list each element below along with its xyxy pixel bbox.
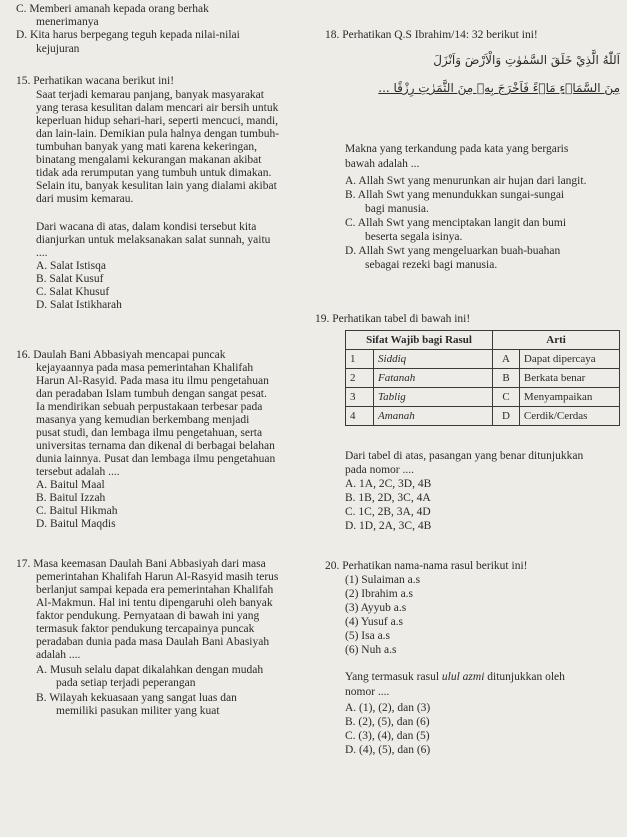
q17-stem-line: berlanjut sampai kepada era pemerintahan Khalifah (36, 584, 274, 596)
q19-prompt-line: Dari tabel di atas, pasangan yang benar ditunjukkan (345, 450, 584, 462)
q18-option-d: D. Allah Swt yang mengeluarkan buah-buahan (345, 245, 561, 257)
row-letter: D (493, 407, 520, 426)
q15-stem-line: dianjurkan untuk melaksanakan salat sunnah, yaitu (36, 234, 271, 246)
table-header-sifat: Sifat Wajib bagi Rasul (346, 331, 493, 350)
row-arti: Cerdik/Cerdas (519, 407, 619, 426)
q19-option-c: C. 1C, 2B, 3A, 4D (345, 506, 431, 518)
q15-stem-line: keperluan hidup sehari-hari, seperti mencuci, mandi, (36, 115, 279, 127)
q16-stem-line: kejayaannya pada masa pemerintahan Khalifah (36, 362, 254, 374)
q14-option-c-cont: menerimanya (36, 16, 99, 28)
q17-stem-line: pemerintahan Khalifah Harun Al-Rasyid masih terus (36, 571, 279, 583)
q18-prompt-line: bawah adalah ... (345, 158, 420, 170)
q16-stem-line: dan peradaban Islam tumbuh dengan sangat pesat. (36, 388, 267, 400)
row-number: 3 (346, 388, 374, 407)
q20-option-d: D. (4), (5), dan (6) (345, 744, 431, 756)
q19-prompt-line: pada nomor .... (345, 464, 414, 476)
q16-stem-line: Harun Al-Rasyid. Pada masa itu ilmu pengetahuan (36, 375, 269, 387)
q15-option-a: A. Salat Istisqa (36, 260, 106, 272)
q14-option-d: D. Kita harus berpegang teguh kepada nilai-nilai (16, 29, 240, 41)
q18-option-c: C. Allah Swt yang menciptakan langit dan bumi (345, 217, 567, 229)
q17-stem-line: peradaban dunia pada masa Daulah Bani Abasiyah (36, 636, 270, 648)
table-row (346, 350, 620, 369)
table-row (346, 407, 620, 426)
q17-option-a-cont: pada setiap terjadi peperangan (56, 677, 196, 689)
q15-stem-line: tumbuhan banyak yang mati karena kekeringan, (36, 141, 257, 153)
row-sifat: Siddiq (374, 350, 493, 369)
q16-stem-line: masanya yang kemudian berkembang menjadi (36, 414, 250, 426)
q20-rasul-item: (5) Isa a.s (345, 630, 391, 642)
q20-rasul-item: (4) Yusuf a.s (345, 616, 404, 628)
q20-option-a: A. (1), (2), dan (3) (345, 702, 431, 714)
q17-stem-line: termasuk faktor pendukung tercapainya puncak (36, 623, 255, 635)
q20-rasul-item: (2) Ibrahim a.s (345, 588, 414, 600)
q17-stem-line: Al-Makmun. Hal ini tentu dipengaruhi oleh banyak (36, 597, 273, 609)
q20-stem: 20. Perhatikan nama-nama rasul berikut ini! (325, 560, 528, 572)
row-number: 4 (346, 407, 374, 426)
q20-prompt-line: nomor .... (345, 686, 390, 698)
table-row (346, 369, 620, 388)
q18-prompt-line: Makna yang terkandung pada kata yang bergaris (345, 143, 569, 155)
table-header-row (346, 331, 620, 350)
q20-rasul-item: (3) Ayyub a.s (345, 602, 407, 614)
q16-option-c: C. Baitul Hikmah (36, 505, 118, 517)
row-arti: Dapat dipercaya (519, 350, 619, 369)
q15-option-b: B. Salat Kusuf (36, 273, 104, 285)
q17-stem-line: 17. Masa keemasan Daulah Bani Abbasiyah dari masa (16, 558, 266, 570)
q16-stem-line: tersebut adalah .... (36, 466, 120, 478)
q20-rasul-item: (6) Nuh a.s (345, 644, 397, 656)
q17-stem-line: faktor pendukung. Pernyataan di bawah ini yang (36, 610, 260, 622)
q15-option-c: C. Salat Khusuf (36, 286, 110, 298)
q20-prompt-term: ulul azmi (441, 671, 485, 683)
q20-option-b: B. (2), (5), dan (6) (345, 716, 430, 728)
q20-prompt-line (345, 671, 565, 684)
q18-option-b: B. Allah Swt yang menundukkan sungai-sungai (345, 189, 565, 201)
q16-stem-line: 16. Daulah Bani Abbasiyah mencapai puncak (16, 349, 226, 361)
row-letter: A (493, 350, 520, 369)
q20-prompt-pre: Yang termasuk rasul (345, 671, 442, 683)
q16-stem-line: pusat studi, dan lembaga ilmu pengetahuan, serta (36, 427, 263, 439)
q15-stem-line: dan lain-lain. Demikian pula halnya dengan tumbuh- (36, 128, 280, 140)
q15-stem-line: Selain itu, banyak kesulitan lain yang dialami akibat (36, 180, 277, 192)
row-arti: Berkata benar (519, 369, 619, 388)
table-row (346, 388, 620, 407)
q18-option-d-cont: sebagai rezeki bagi manusia. (365, 259, 498, 271)
q14-option-c: C. Memberi amanah kepada orang berhak (16, 3, 209, 15)
row-number: 2 (346, 369, 374, 388)
q18-arabic-line-2: مِنَ السَّمَاۤءِ مَاۤءً فَاَخْرَجَ بِهٖ مِنَ الثَّمَرٰتِ رِزْقًا ... (378, 81, 620, 95)
q15-option-d: D. Salat Istikharah (36, 299, 122, 311)
row-sifat: Fatanah (374, 369, 493, 388)
row-letter: B (493, 369, 520, 388)
row-sifat: Amanah (374, 407, 493, 426)
row-arti: Menyampaikan (519, 388, 619, 407)
q15-stem-line: .... (36, 247, 48, 259)
q15-stem-line: binatang mengalami kekurangan makanan akibat (36, 154, 262, 166)
q16-stem-line: universitas ternama dan dikenal di berbagai belahan (36, 440, 275, 452)
q15-stem-line: tidak ada rerumputan yang tumbuh untuk dimakan. (36, 167, 272, 179)
q19-option-b: B. 1B, 2D, 3C, 4A (345, 492, 431, 504)
q16-option-b: B. Baitul Izzah (36, 492, 106, 504)
q17-option-b-cont: memiliki pasukan militer yang kuat (56, 705, 220, 717)
q15-stem-line: Dari wacana di atas, dalam kondisi tersebut kita (36, 221, 257, 233)
q16-stem-line: Ia mendirikan sebuah perpustakaan terbesar pada (36, 401, 263, 413)
q19-option-d: D. 1D, 2A, 3C, 4B (345, 520, 432, 532)
q17-option-b: B. Wilayah kekuasaan yang sangat luas dan (36, 692, 237, 704)
q18-option-b-cont: bagi manusia. (365, 203, 429, 215)
sifat-wajib-table (345, 330, 620, 426)
q17-stem-line: adalah .... (36, 649, 81, 661)
q16-option-a: A. Baitul Maal (36, 479, 105, 491)
q14-option-d-cont: kejujuran (36, 43, 80, 55)
q16-stem-line: dunia lainnya. Pusat dan lembaga ilmu pengetahuan (36, 453, 276, 465)
q18-option-a: A. Allah Swt yang menurunkan air hujan dari langit. (345, 175, 587, 187)
q19-option-a: A. 1A, 2C, 3D, 4B (345, 478, 432, 490)
q18-arabic-line-1: اَللّٰهُ الَّذِيْ خَلَقَ السَّمٰوٰتِ وَالْاَرْضَ وَاَنْزَلَ (433, 53, 620, 67)
q15-stem-line: yang terasa kesulitan dalam mencari air bersih untuk (36, 102, 279, 114)
q15-stem-line: Saat terjadi kemarau panjang, banyak masyarakat (36, 89, 264, 101)
q18-stem: 18. Perhatikan Q.S Ibrahim/14: 32 berikut ini! (325, 29, 538, 41)
q15-stem-line: dari musim kemarau. (36, 193, 134, 205)
row-letter: C (493, 388, 520, 407)
table-header-arti: Arti (493, 331, 620, 350)
q15-stem-line: 15. Perhatikan wacana berikut ini! (16, 75, 175, 87)
q20-prompt-post: ditunjukkan oleh (484, 671, 565, 683)
q20-rasul-item: (1) Sulaiman a.s (345, 574, 421, 586)
row-sifat: Tablig (374, 388, 493, 407)
q17-option-a: A. Musuh selalu dapat dikalahkan dengan mudah (36, 664, 264, 676)
q16-option-d: D. Baitul Maqdis (36, 518, 116, 530)
q20-option-c: C. (3), (4), dan (5) (345, 730, 430, 742)
q18-option-c-cont: beserta segala isinya. (365, 231, 463, 243)
q19-stem: 19. Perhatikan tabel di bawah ini! (315, 313, 471, 325)
row-number: 1 (346, 350, 374, 369)
